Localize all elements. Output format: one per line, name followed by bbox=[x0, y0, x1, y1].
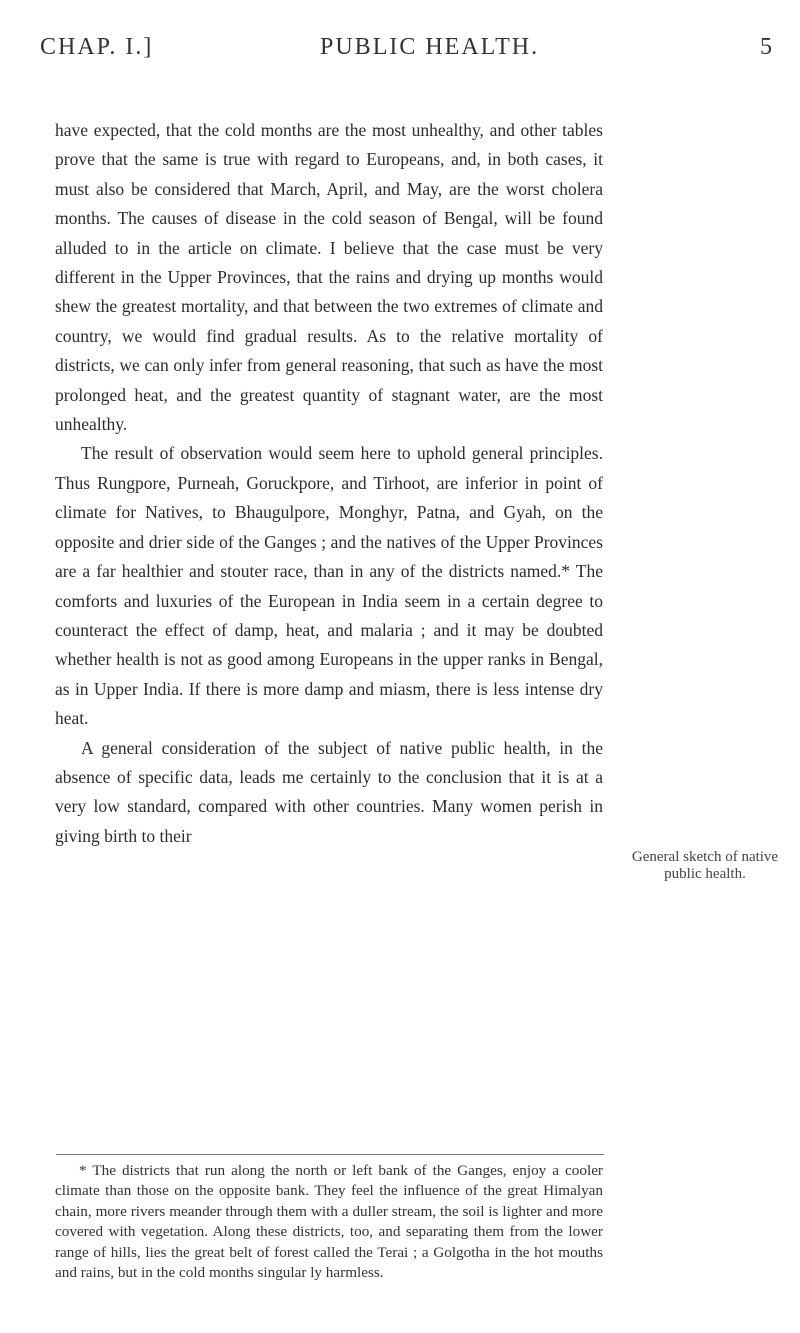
margin-note: General sketch of native public health. bbox=[631, 849, 779, 882]
paragraph-2: The result of observation would seem here to uphold general principles. Thus Rungpore, Purneah, Goruckpore, and Tirhoot, are inferior in point of climate for Natives, to Bhaugulpore, Monghyr, Patna, and Gyah, on the opposite and drier side of the Ganges ; and the natives of the Upper Provinces are a far healthier and stouter race, than in any of the districts named.* The comforts and luxuries of the European in India seem in a certain degree to counteract the effect of damp, heat, and malaria ; and it may be doubted whether health is not as good among Europeans in the upper ranks in Bengal, as in Upper India. If there is more damp and miasm, there is less intense dry heat. bbox=[55, 443, 603, 729]
footnote-divider bbox=[56, 1154, 604, 1155]
chapter-label: CHAP. I.] bbox=[40, 34, 154, 60]
main-text bbox=[55, 116, 603, 851]
running-title: PUBLIC HEALTH. bbox=[320, 34, 540, 60]
page-number: 5 bbox=[760, 34, 772, 60]
paragraph-3: A general consideration of the subject of native public health, in the absence of specific data, leads me certainly to the conclusion that it is at a very low standard, compared with other countries. Many women perish in giving birth to their bbox=[55, 737, 603, 846]
paragraph-1: have expected, that the cold months are the most unhealthy, and other tables prove that the same is true with regard to Europeans, and, in both cases, it must also be considered that March, April, and May, are the worst cholera months. The causes of disease in the cold season of Bengal, will be found alluded to in the article on climate. I believe that the case must be very different in the Upper Provinces, that the rains and drying up months would shew the greatest mortality, and that between the two extremes of climate and country, we would find gradual results. As to the relative mortality of districts, we can only infer from general reasoning, that such as have the most prolonged heat, and the greatest quantity of stagnant water, are the most unhealthy. bbox=[55, 120, 603, 435]
footnote bbox=[55, 1161, 603, 1283]
footnote-text: * The districts that run along the north or left bank of the Ganges, enjoy a cooler climate than those on the opposite bank. They feel the influence of the great Himalyan chain, more rivers meander through them with a duller stream, the soil is lighter and more covered with vegetation. Along these districts, too, and separating them from the lower range of hills, lies the great belt of forest called the Terai ; a Golgotha in the hot mouths and rains, but in the cold months singular ly harmless. bbox=[55, 1162, 603, 1282]
running-header bbox=[40, 34, 772, 74]
